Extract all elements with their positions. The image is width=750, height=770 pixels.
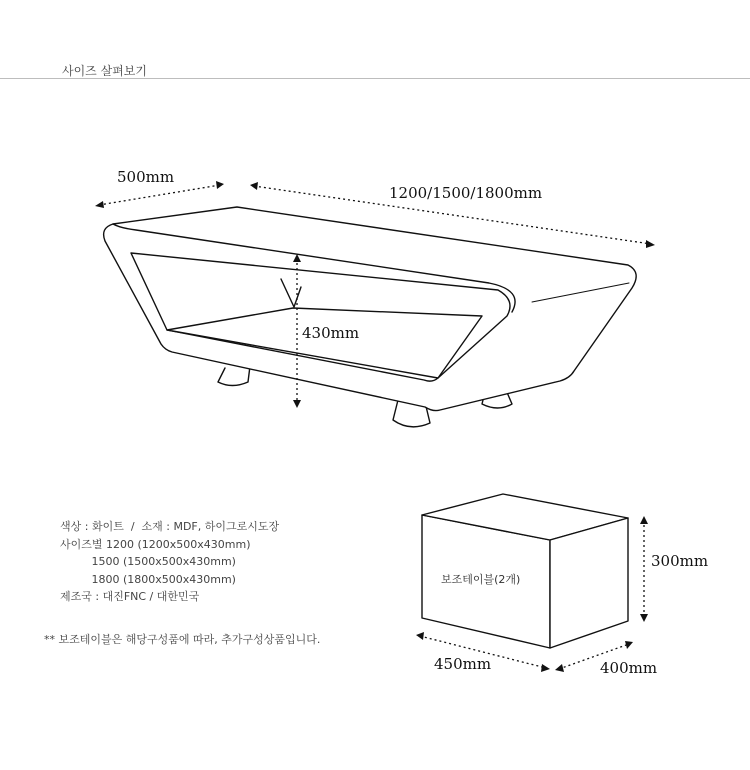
dim-width-label: 500mm: [117, 168, 175, 186]
side-table-side-face: [550, 518, 628, 648]
spec-list: [60, 518, 279, 606]
arrowhead: [416, 632, 424, 640]
spec-note: ** 보조테이블은 해당구성품에 따라, 추가구성상품입니다.: [44, 633, 321, 646]
spec-size-1500: 1500 (1500x500x430mm): [60, 555, 236, 569]
table-leg-left: [218, 366, 250, 386]
spec-color-material: 색상 : 화이트 / 소재 : MDF, 하이그로시도장: [60, 520, 280, 533]
side-table-depth-label: 400mm: [600, 659, 658, 677]
arrowhead: [640, 516, 648, 524]
side-table-width-label: 450mm: [434, 655, 492, 673]
arrowhead: [95, 201, 104, 208]
arrowhead: [216, 181, 224, 189]
arrowhead: [646, 240, 655, 248]
dim-height-label: 430mm: [302, 324, 360, 342]
arrowhead: [625, 641, 633, 649]
arrowhead: [293, 400, 301, 408]
side-table-label: 보조테이블(2개): [441, 573, 521, 586]
dim-length-label: 1200/1500/1800mm: [389, 184, 543, 202]
arrowhead: [555, 664, 564, 672]
arrowhead: [541, 664, 550, 672]
spec-size-1200: 사이즈별 1200 (1200x500x430mm): [60, 537, 251, 551]
dim-width-line: [99, 185, 220, 205]
side-table-height-label: 300mm: [651, 552, 709, 570]
arrowhead: [640, 614, 648, 622]
arrowhead: [250, 182, 258, 190]
spec-size-1800: 1800 (1800x500x430mm): [60, 572, 236, 586]
page-title: 사이즈 살펴보기: [62, 64, 147, 78]
spec-origin: 제조국 : 대진FNC / 대한민국: [60, 590, 200, 604]
